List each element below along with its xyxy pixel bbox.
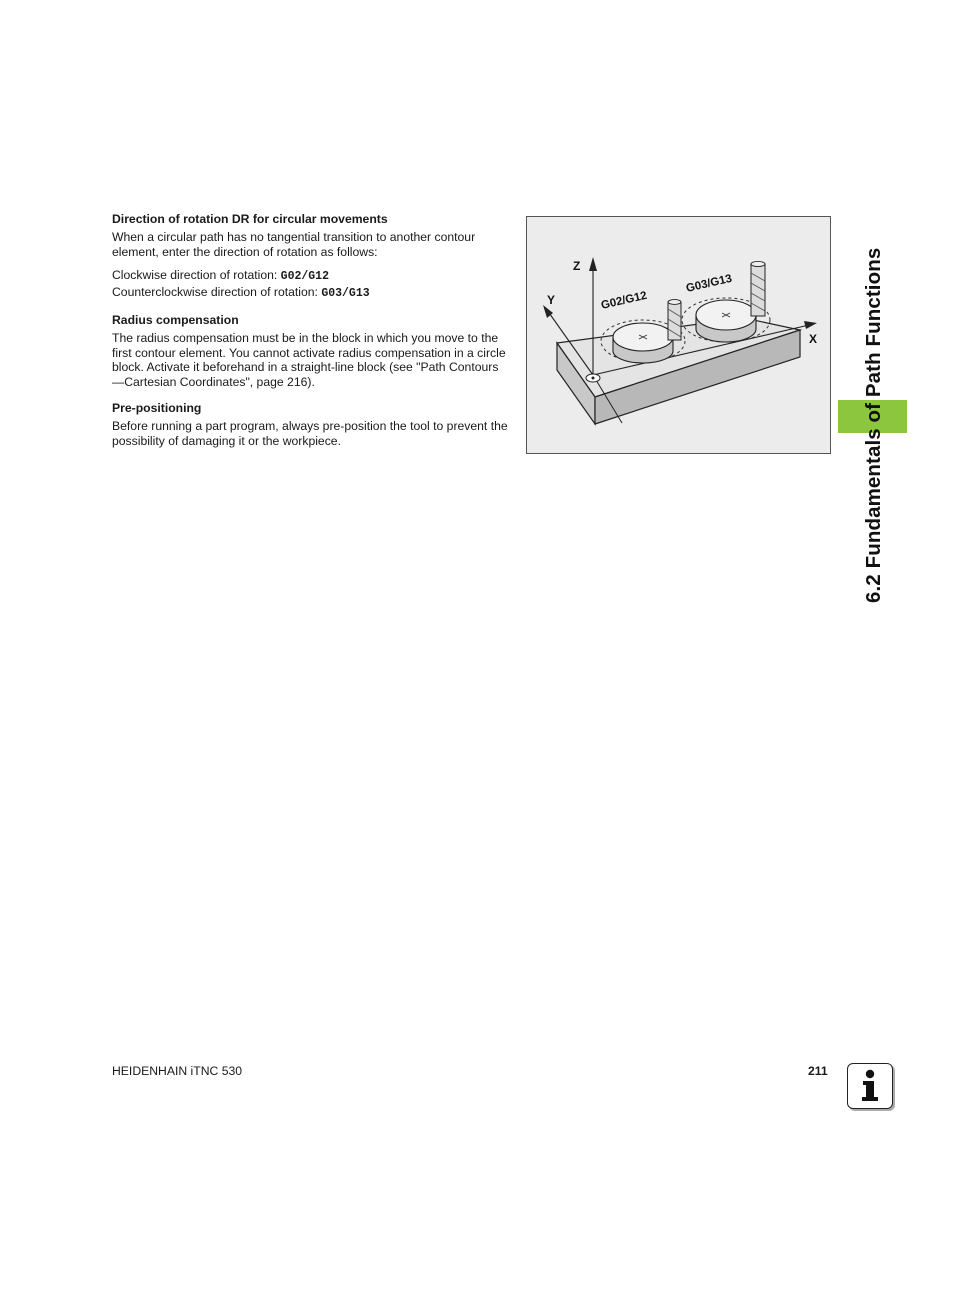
- circular-path-illustration: [527, 217, 830, 453]
- z-axis-arrow: [589, 257, 597, 271]
- clockwise-code: G02/G12: [280, 270, 329, 284]
- axis-y-label: Y: [547, 293, 556, 307]
- main-text-column: [112, 212, 508, 457]
- side-chapter-title: 6.2 Fundamentals of Path Functions: [862, 247, 885, 603]
- paragraph-pre-positioning: Before running a part program, always pre-position the tool to prevent the possibility of damaging it or the workpiece.: [112, 419, 508, 448]
- circular-path-figure: [526, 216, 831, 454]
- clockwise-line: [112, 268, 508, 284]
- footer-product: HEIDENHAIN iTNC 530: [112, 1064, 243, 1078]
- x-axis-arrow: [804, 321, 817, 329]
- datum-center: [592, 377, 595, 380]
- page-number: 211: [808, 1064, 828, 1078]
- counterclockwise-label: Counterclockwise direction of rotation:: [112, 284, 322, 299]
- heading-pre-positioning: Pre-positioning: [112, 401, 202, 416]
- axis-z-label: Z: [573, 259, 581, 273]
- clockwise-label: Clockwise direction of rotation:: [112, 268, 281, 283]
- ccw-label: G03/G13: [684, 272, 734, 295]
- heading-direction-of-rotation: Direction of rotation DR for circular movements: [112, 212, 388, 226]
- paragraph-radius-compensation: The radius compensation must be in the block in which you move to the first contour element. You cannot activate radius compensation in a circle block. Activate it beforehand in a straight-line block (see "Path Contours—Cartesian Coordinates", page 216).: [112, 331, 506, 389]
- left-cutter: [668, 302, 681, 340]
- info-icon: [847, 1063, 893, 1109]
- axis-x-label: X: [809, 332, 818, 346]
- heading-radius-compensation: Radius compensation: [112, 313, 239, 328]
- cw-label: G02/G12: [599, 289, 649, 312]
- counterclockwise-code: G03/G13: [321, 286, 370, 300]
- paragraph-direction-of-rotation: When a circular path has no tangential transition to another contour element, enter the direction of rotation as follows:: [112, 230, 476, 259]
- counterclockwise-line: [112, 285, 508, 301]
